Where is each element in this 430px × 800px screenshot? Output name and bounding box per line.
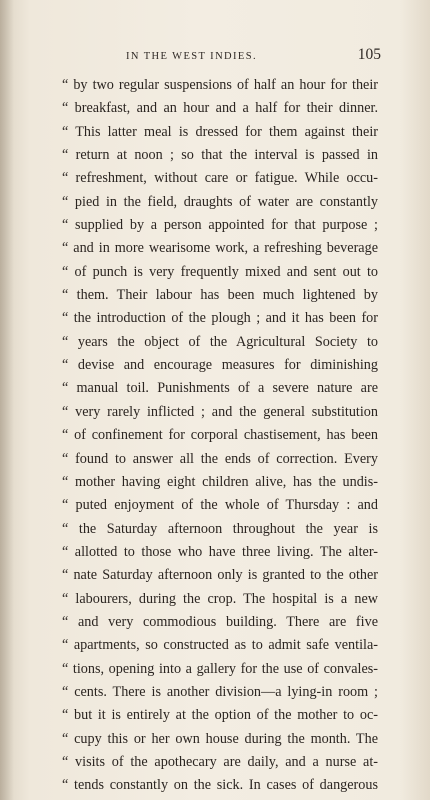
text-line: “ labourers, during the crop. The hospital is a new	[62, 590, 378, 607]
text-line: “ refreshment, without care or fatigue. While occu-	[62, 170, 378, 187]
text-line: “ of confinement for corporal chastisement, has been	[62, 427, 378, 444]
text-line: “ return at noon ; so that the interval is passed in	[62, 147, 378, 164]
page-body	[62, 40, 381, 798]
text-line: “ the introduction of the plough ; and it has been for	[62, 310, 378, 327]
text-line: “ found to answer all the ends of correction. Every	[62, 450, 378, 467]
text-line: “ cupy this or her own house during the month. The	[62, 730, 378, 747]
text-line: “ tions, opening into a gallery for the use of convales-	[62, 660, 378, 677]
text-line: “ the Saturday afternoon throughout the year is	[62, 520, 378, 537]
text-line: “ cents. There is another division—a lying-in room ;	[62, 683, 378, 700]
page-gutter-shadow	[0, 0, 14, 800]
text-line: “ manual toil. Punishments of a severe nature are	[62, 380, 378, 397]
page-number: 105	[357, 46, 381, 63]
text-line: “ breakfast, and an hour and a half for their dinner.	[62, 100, 378, 117]
text-line: “ supplied by a person appointed for that purpose ;	[62, 217, 378, 234]
text-line: “ mother having eight children alive, has the undis-	[62, 473, 378, 490]
text-line: “ but it is entirely at the option of the mother to oc-	[62, 707, 378, 724]
text-line: “ nate Saturday afternoon only is granted to the other	[62, 567, 378, 584]
text-line: “ tends constantly on the sick. In cases of dangerous	[62, 777, 378, 794]
text-line: “ of punch is very frequently mixed and sent out to	[62, 263, 378, 280]
text-line: “ them. Their labour has been much lightened by	[62, 287, 378, 304]
text-line: “ very rarely inflicted ; and the general substitution	[62, 403, 378, 420]
text-line: “ puted enjoyment of the whole of Thursday : and	[62, 497, 378, 514]
text-line: “ allotted to those who have three living. The alter-	[62, 543, 378, 560]
text-line: “ and in more wearisome work, a refreshing beverage	[62, 240, 378, 257]
text-line: “ devise and encourage measures for diminishing	[62, 357, 378, 374]
running-head	[62, 40, 381, 66]
text-line: “ visits of the apothecary are daily, and a nurse at-	[62, 753, 378, 770]
text-line: “ This latter meal is dressed for them against their	[62, 123, 378, 140]
text-line: “ apartments, so constructed as to admit safe ventila-	[62, 637, 378, 654]
text-block	[62, 74, 378, 798]
text-line: “ by two regular suspensions of half an hour for their	[62, 77, 378, 93]
text-line: “ pied in the field, draughts of water are constantly	[62, 193, 378, 210]
text-line: “ years the object of the Agricultural Society to	[62, 333, 378, 350]
text-line: “ and very commodious building. There are five	[62, 613, 378, 630]
running-head-title: IN THE WEST INDIES.	[126, 51, 258, 62]
